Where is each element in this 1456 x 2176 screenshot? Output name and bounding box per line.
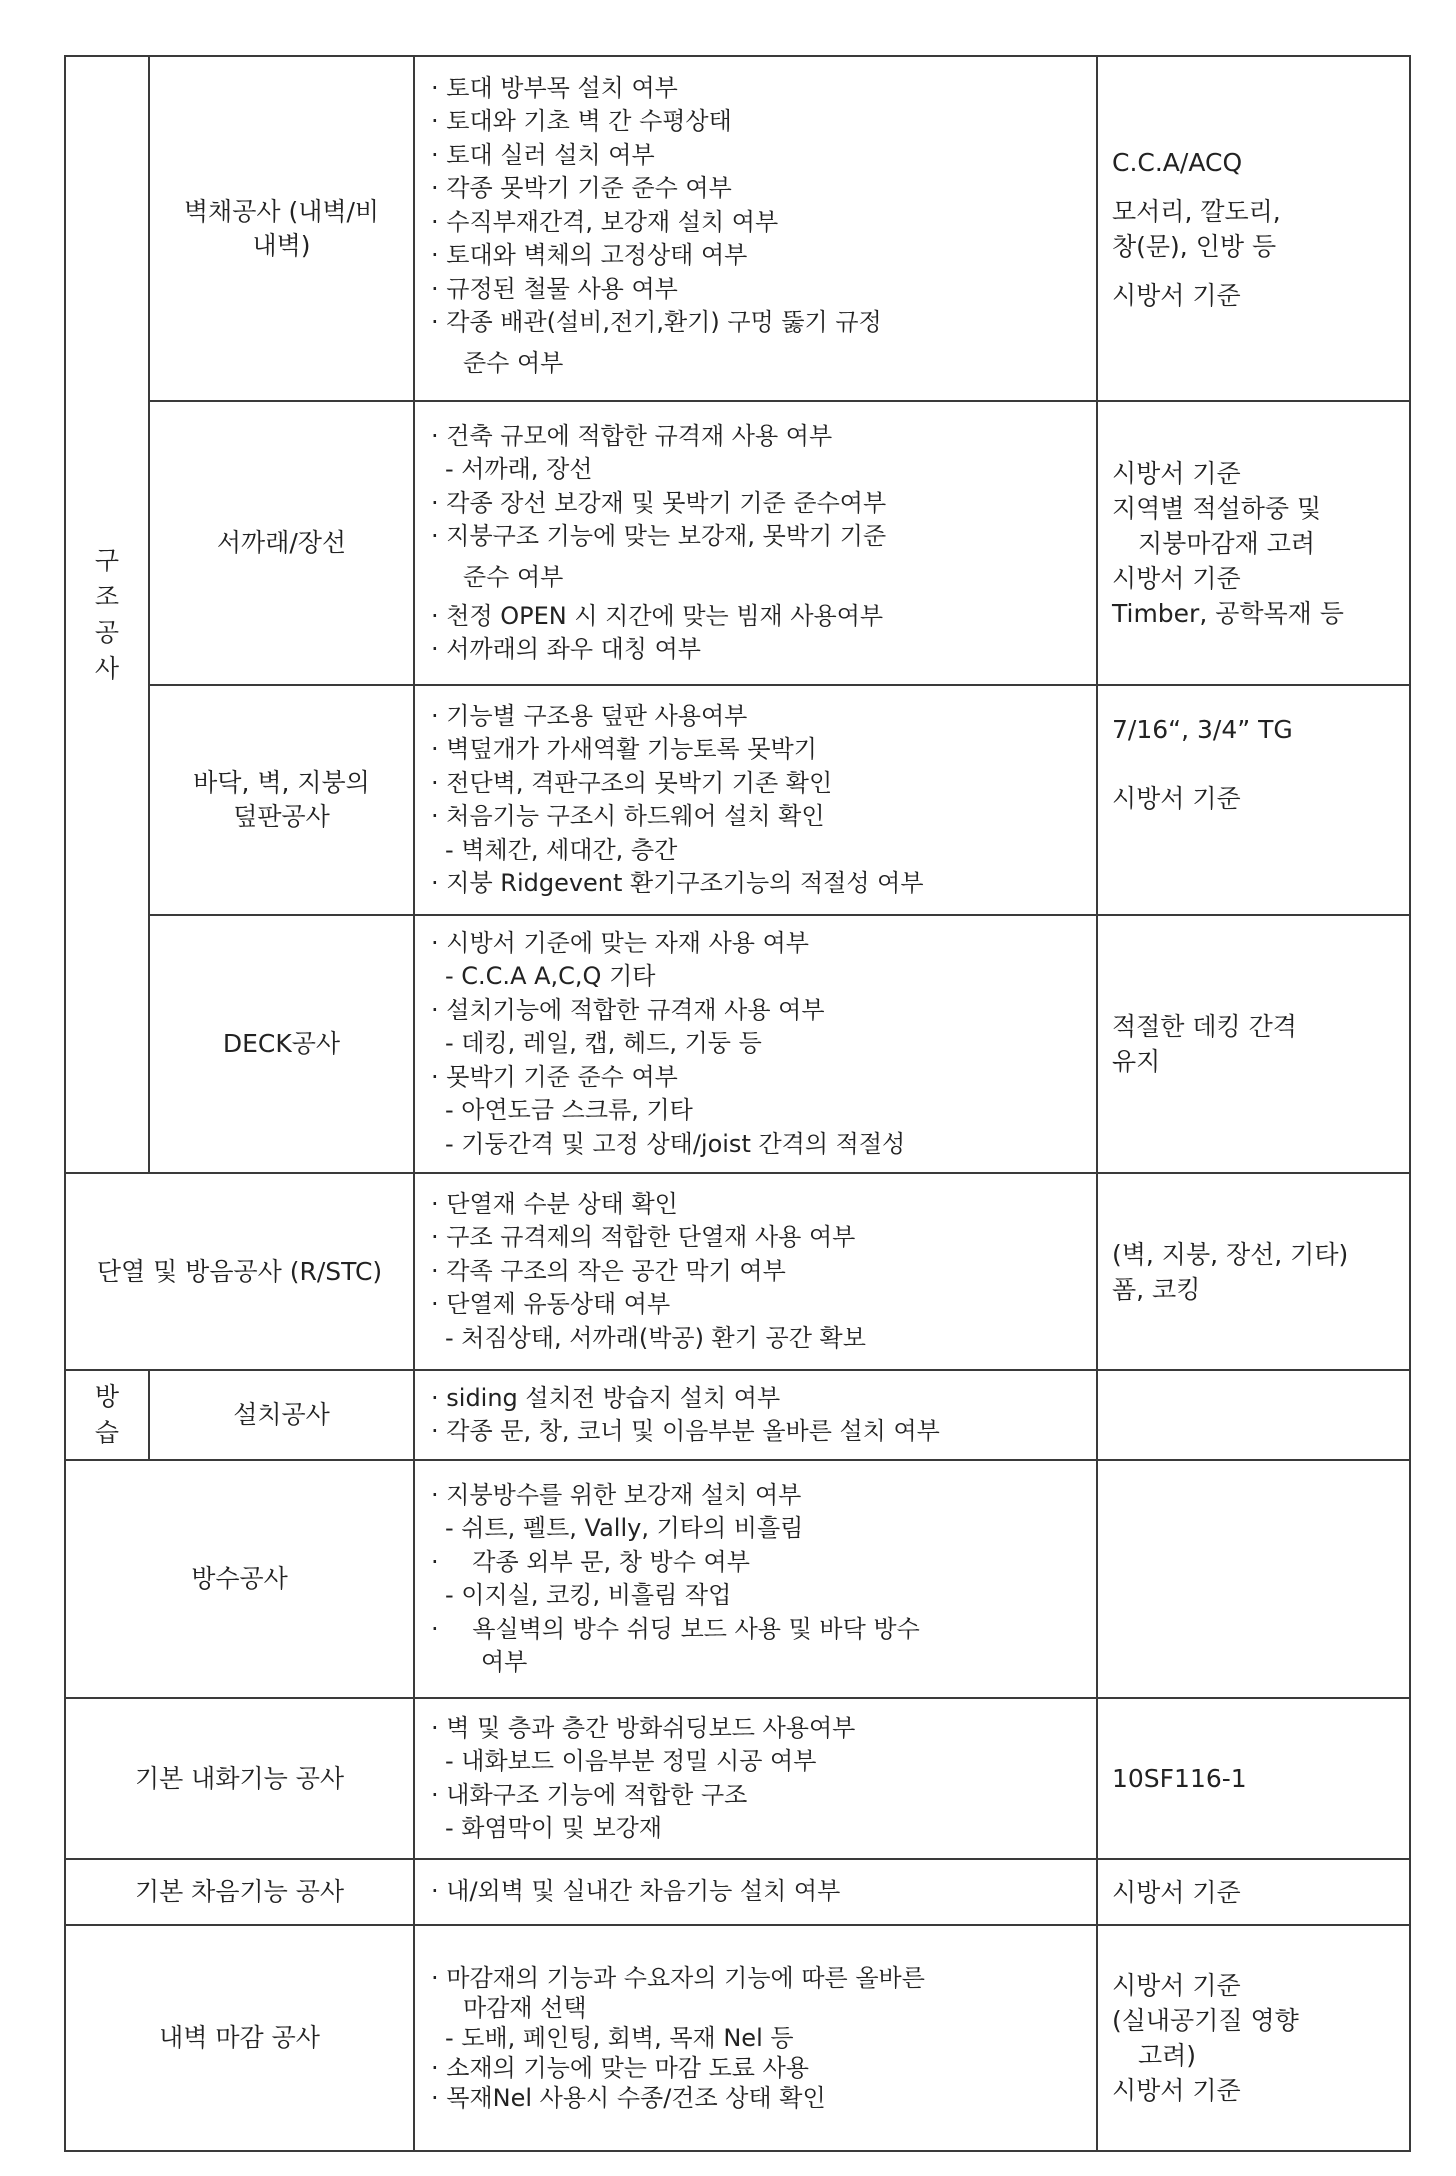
- reference: [1097, 1370, 1410, 1460]
- reference-line: 고려): [1138, 2041, 1197, 2070]
- check-item: · 천정 OPEN 시 지간에 맞는 빔재 사용여부: [431, 600, 1086, 634]
- reference-line: 지붕마감재 고려: [1138, 528, 1315, 558]
- table-row: [65, 1925, 1410, 2151]
- check-item: · 서까래의 좌우 대칭 여부: [431, 633, 1086, 667]
- check-item: · 지붕구조 기능에 맞는 보강재, 못박기 기준: [431, 520, 1086, 554]
- work-name: 벽채공사 (내벽/비 내벽): [149, 56, 414, 401]
- table-row: [65, 915, 1410, 1173]
- check-subitem: - 서까래, 장선: [445, 455, 593, 483]
- reference-line: 시방서 기준: [1112, 784, 1241, 813]
- reference: [1097, 685, 1410, 915]
- work-name: 내벽 마감 공사: [65, 1925, 414, 2151]
- table-row: [65, 1173, 1410, 1370]
- check-subitem: - 데킹, 레일, 캡, 헤드, 기둥 등: [445, 1029, 762, 1058]
- reference: [1097, 1173, 1410, 1370]
- category-moisture: [65, 1370, 149, 1460]
- reference-line: 유지: [1112, 1047, 1161, 1076]
- work-name: 기본 내화기능 공사: [65, 1698, 414, 1859]
- check-item: [431, 1546, 1086, 1580]
- table-row: [65, 1859, 1410, 1925]
- reference: [1097, 401, 1410, 685]
- check-subitem: - 이지실, 코킹, 비흘림 작업: [445, 1581, 732, 1609]
- category-char: 방: [94, 1382, 120, 1411]
- check-items: [414, 1460, 1097, 1698]
- reference: [1097, 1698, 1410, 1859]
- check-item: · 단열재 수분 상태 확인: [431, 1188, 1086, 1222]
- work-name: 기본 차음기능 공사: [65, 1859, 414, 1925]
- reference-line: 시방서 기준: [1112, 458, 1241, 488]
- check-item: · 규정된 철물 사용 여부: [431, 273, 1086, 307]
- check-items: [414, 685, 1097, 915]
- table-row: [65, 1698, 1410, 1859]
- work-name: 설치공사: [149, 1370, 414, 1460]
- check-subitem: - 기둥간격 및 고정 상태/joist 간격의 적절성: [445, 1129, 906, 1158]
- check-subitem: - 도배, 페인팅, 회벽, 목재 Nel 등: [445, 2024, 794, 2052]
- reference-line: 모서리, 깔도리,: [1112, 196, 1281, 226]
- check-items: [414, 915, 1097, 1173]
- work-name: 단열 및 방음공사 (R/STC): [65, 1173, 414, 1370]
- check-item-continued: 준수 여부: [463, 348, 564, 377]
- check-item: · 토대와 벽체의 고정상태 여부: [431, 239, 1086, 273]
- check-item: · 목재Nel 사용시 수종/건조 상태 확인: [431, 2083, 1086, 2113]
- check-item: · 소재의 기능에 맞는 마감 도료 사용: [431, 2053, 1086, 2083]
- check-item-text: 각종 외부 문, 창 방수 여부: [472, 1547, 750, 1576]
- check-items: [414, 1925, 1097, 2151]
- table-row: [65, 685, 1410, 915]
- check-items: [414, 1698, 1097, 1859]
- check-subitem: - 아연도금 스크류, 기타: [445, 1096, 693, 1125]
- check-item: · 건축 규모에 적합한 규격재 사용 여부: [431, 420, 1086, 454]
- check-item: · 각종 문, 창, 코너 및 이음부분 올바른 설치 여부: [431, 1415, 1086, 1449]
- inspection-table: [64, 55, 1411, 2152]
- reference-line: 시방서 기준: [1112, 1971, 1241, 2000]
- check-item: · 전단벽, 격판구조의 못박기 기존 확인: [431, 767, 1086, 801]
- check-subitem: - 내화보드 이음부분 정밀 시공 여부: [445, 1747, 817, 1775]
- check-subitem: - C.C.A A,C,Q 기타: [445, 962, 656, 991]
- check-item: · 지붕방수를 위한 보강재 설치 여부: [431, 1479, 1086, 1513]
- check-subitem: - 벽체간, 세대간, 층간: [445, 835, 678, 864]
- category-char: 습: [94, 1418, 120, 1447]
- work-name: 바닥, 벽, 지붕의 덮판공사: [149, 685, 414, 915]
- check-item: · 지붕 Ridgevent 환기구조기능의 적절성 여부: [431, 867, 1086, 901]
- reference-line: 창(문), 인방 등: [1112, 231, 1277, 261]
- category-structure: [65, 56, 149, 1173]
- reference: [1097, 56, 1410, 401]
- reference-line: 시방서 기준: [1112, 563, 1241, 593]
- check-item: · 내화구조 기능에 적합한 구조: [431, 1779, 1086, 1813]
- check-item: · 처음기능 구조시 하드웨어 설치 확인: [431, 800, 1086, 834]
- check-item: · 내/외벽 및 실내간 차음기능 설치 여부: [431, 1875, 1086, 1909]
- check-items: [414, 1859, 1097, 1925]
- check-item: · 시방서 기준에 맞는 자재 사용 여부: [431, 927, 1086, 961]
- reference: [1097, 915, 1410, 1173]
- check-item: · 기능별 구조용 덮판 사용여부: [431, 700, 1086, 734]
- check-item: · 단열제 유동상태 여부: [431, 1288, 1086, 1322]
- check-item-continued: 준수 여부: [463, 562, 564, 591]
- category-char: 사: [94, 653, 120, 683]
- check-item: · 벽덮개가 가새역활 기능토록 못박기: [431, 733, 1086, 767]
- check-item: · 구조 규격제의 적합한 단열재 사용 여부: [431, 1221, 1086, 1255]
- reference-line: 10SF116-1: [1112, 1764, 1247, 1793]
- reference-line: Timber, 공학목재 등: [1112, 598, 1344, 628]
- table-row: [65, 56, 1410, 401]
- reference-line: (실내공기질 영향: [1112, 2006, 1299, 2035]
- check-item: · siding 설치전 방습지 설치 여부: [431, 1382, 1086, 1416]
- reference-line: 지역별 적설하중 및: [1112, 493, 1322, 523]
- work-name: 방수공사: [65, 1460, 414, 1698]
- check-item: · 토대 방부목 설치 여부: [431, 72, 1086, 106]
- category-char: 구: [94, 545, 120, 575]
- check-item: · 마감재의 기능과 수요자의 기능에 따른 올바른: [431, 1963, 1086, 1993]
- table-row: [65, 401, 1410, 685]
- work-name: 서까래/장선: [149, 401, 414, 685]
- check-item: · 각종 못박기 기준 준수 여부: [431, 172, 1086, 206]
- reference: [1097, 1859, 1410, 1925]
- check-items: [414, 401, 1097, 685]
- reference-line: 적절한 데킹 간격: [1112, 1012, 1297, 1041]
- reference-line: (벽, 지붕, 장선, 기타): [1112, 1239, 1349, 1269]
- check-item: · 수직부재간격, 보강재 설치 여부: [431, 206, 1086, 240]
- reference-line: 시방서 기준: [1112, 2076, 1241, 2105]
- work-name: DECK공사: [149, 915, 414, 1173]
- reference-line: 시방서 기준: [1112, 280, 1241, 310]
- check-item: · 토대와 기초 벽 간 수평상태: [431, 105, 1086, 139]
- category-char: 조: [94, 581, 120, 611]
- reference-line: C.C.A/ACQ: [1112, 147, 1243, 177]
- reference-line: 폼, 코킹: [1112, 1274, 1201, 1304]
- check-item: · 벽 및 층과 층간 방화쉬딩보드 사용여부: [431, 1712, 1086, 1746]
- check-items: [414, 56, 1097, 401]
- reference: [1097, 1925, 1410, 2151]
- check-item-text: 욕실벽의 방수 쉬딩 보드 사용 및 바닥 방수: [472, 1614, 920, 1643]
- check-subitem: - 화염막이 및 보강재: [445, 1814, 663, 1842]
- check-item: · 각족 구조의 작은 공간 막기 여부: [431, 1255, 1086, 1289]
- category-char: 공: [94, 617, 120, 647]
- check-item: [431, 1613, 1086, 1647]
- check-subitem: - 쉬트, 펠트, Vally, 기타의 비흘림: [445, 1514, 804, 1542]
- reference: [1097, 1460, 1410, 1698]
- check-item: · 각종 배관(설비,전기,환기) 구멍 뚫기 규정: [431, 306, 1086, 340]
- check-items: [414, 1173, 1097, 1370]
- check-item-continued: 마감재 선택: [463, 1994, 587, 2022]
- table-row: [65, 1370, 1410, 1460]
- check-item: · 각종 장선 보강재 및 못박기 기준 준수여부: [431, 487, 1086, 521]
- check-item: · 토대 실러 설치 여부: [431, 139, 1086, 173]
- check-item-continued: 여부: [481, 1648, 528, 1676]
- check-subitem: - 처짐상태, 서까래(박공) 환기 공간 확보: [445, 1323, 866, 1352]
- check-item: · 못박기 기준 준수 여부: [431, 1061, 1086, 1095]
- reference-line: 7/16“, 3/4” TG: [1112, 715, 1293, 744]
- reference-line: 시방서 기준: [1112, 1877, 1241, 1907]
- check-item: · 설치기능에 적합한 규격재 사용 여부: [431, 994, 1086, 1028]
- table-row: [65, 1460, 1410, 1698]
- check-items: [414, 1370, 1097, 1460]
